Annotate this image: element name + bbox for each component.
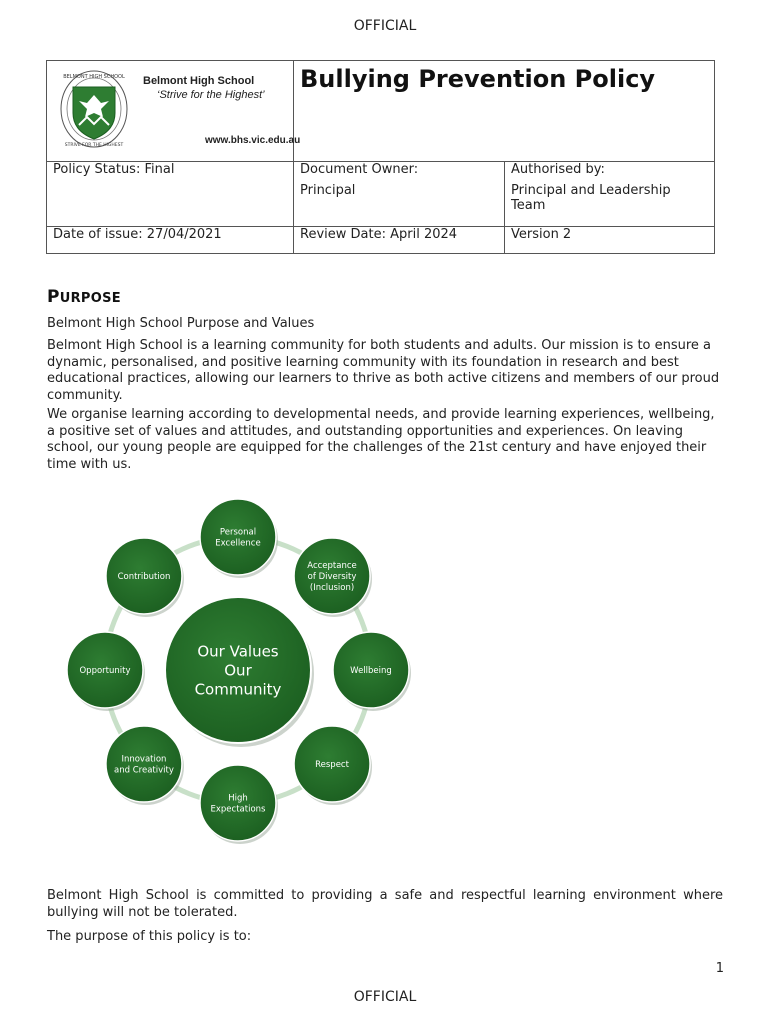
title-cell	[294, 61, 715, 162]
value-node	[67, 632, 145, 711]
date-of-issue-cell	[47, 227, 294, 254]
top-classification-label: OFFICIAL	[353, 18, 417, 34]
page-number: 1	[715, 961, 724, 976]
bottom-classification-label: OFFICIAL	[353, 989, 417, 1005]
value-label-line: Personal	[219, 527, 257, 538]
policy-header-table	[46, 60, 715, 254]
value-label-line: Wellbeing	[350, 665, 392, 676]
policy-status-cell	[47, 162, 294, 227]
policy-status: Policy Status: Final	[53, 162, 175, 177]
value-label-line: (Inclusion)	[309, 582, 355, 593]
crest-text-top: BELMONT HIGH SCHOOL	[63, 74, 125, 80]
value-label-line: Community	[194, 680, 282, 699]
value-label-line: Acceptance	[307, 560, 357, 571]
school-website: www.bhs.vic.edu.au	[205, 135, 301, 146]
value-node	[106, 726, 184, 805]
value-label-line: Opportunity	[79, 665, 131, 676]
document-owner-cell	[294, 162, 505, 227]
section-heading-rest: URPOSE	[59, 291, 121, 306]
value-node	[106, 538, 184, 617]
school-motto: ‘Strive for the Highest’	[157, 89, 265, 101]
values-center	[165, 597, 314, 747]
policy-purpose-intro: The purpose of this policy is to:	[47, 929, 252, 944]
document-owner-label: Document Owner:	[300, 162, 419, 177]
version: Version 2	[511, 227, 572, 242]
document-title: Bullying Prevention Policy	[300, 65, 656, 93]
school-crest-icon	[59, 69, 129, 149]
authorised-by-cell	[505, 162, 715, 227]
document-owner-value: Principal	[300, 183, 356, 198]
value-label-line: Excellence	[215, 538, 261, 549]
purpose-paragraph-1: Belmont High School is a learning community for both students and adults. Our mission is to ensure a dynamic, personalised, and positive learning community with its foundation in research and best educational practices, allowing our learners to thrive as both active citizens and members of our proud community.	[47, 338, 720, 403]
value-node	[294, 726, 372, 805]
school-name: Belmont High School	[143, 75, 255, 87]
date-of-issue: Date of issue: 27/04/2021	[53, 227, 222, 242]
value-label-line: Our Values	[197, 642, 279, 661]
value-node	[333, 632, 411, 711]
value-label-line: High	[228, 793, 248, 804]
section-heading-initial: P	[47, 287, 60, 307]
value-label-line: Innovation	[121, 754, 167, 765]
review-date-cell	[294, 227, 505, 254]
value-label-line: of Diversity	[307, 571, 357, 582]
section-heading-purpose	[47, 287, 121, 307]
value-node	[294, 538, 372, 617]
purpose-paragraph-2: We organise learning according to developmental needs, and provide learning experiences, wellbeing, a positive set of values and attitudes, and outstanding opportunities and experiences. On leaving school, our young people are equipped for the challenges of the 21st century and have enjoyed their time with us.	[47, 407, 715, 472]
value-node	[200, 765, 278, 844]
value-node	[200, 499, 278, 578]
value-label-line: Our	[224, 661, 252, 680]
commitment-paragraph: Belmont High School is committed to providing a safe and respectful learning environment where bullying will not be tolerated.	[47, 888, 723, 920]
crest-text-bottom: STRIVE FOR THE HIGHEST	[64, 143, 124, 148]
value-label-line: and Creativity	[114, 765, 174, 776]
authorised-by-value: Principal and Leadership Team	[511, 183, 671, 213]
review-date: Review Date: April 2024	[300, 227, 458, 242]
version-cell	[505, 227, 715, 254]
values-diagram	[40, 492, 440, 852]
school-logo-cell	[47, 61, 301, 162]
value-label-line: Expectations	[210, 804, 266, 815]
authorised-by-label: Authorised by:	[511, 162, 605, 177]
section-subtitle: Belmont High School Purpose and Values	[47, 316, 315, 331]
value-label-line: Respect	[315, 760, 349, 771]
value-label-line: Contribution	[117, 571, 171, 582]
